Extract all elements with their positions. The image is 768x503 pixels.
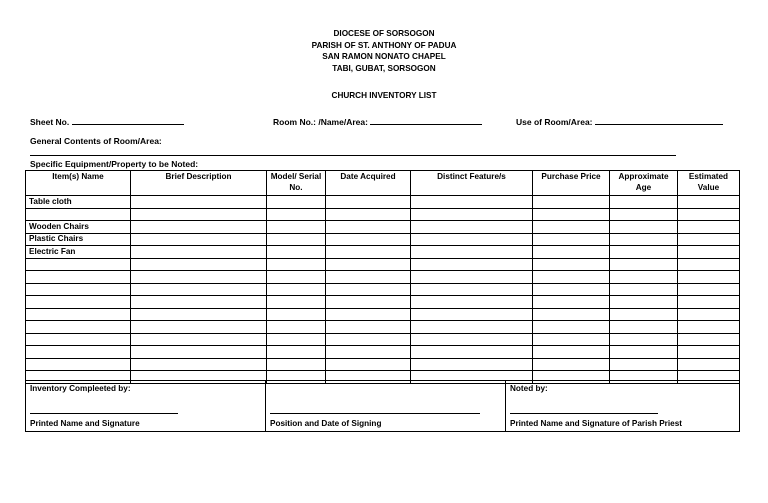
table-cell <box>533 321 610 334</box>
table-cell <box>131 208 267 221</box>
table-cell <box>411 296 533 309</box>
header-line-location: TABI, GUBAT, SORSOGON <box>332 63 436 73</box>
table-row <box>26 208 740 221</box>
table-cell <box>533 233 610 246</box>
room-no-field <box>273 115 482 127</box>
table-row <box>26 258 740 271</box>
table-cell <box>411 221 533 234</box>
table-cell <box>326 321 411 334</box>
table-cell <box>267 346 326 359</box>
table-cell <box>610 246 678 259</box>
item-name-cell <box>26 358 131 371</box>
table-cell <box>131 271 267 284</box>
table-cell <box>267 333 326 346</box>
table-cell <box>131 221 267 234</box>
table-cell <box>678 221 740 234</box>
table-cell <box>131 233 267 246</box>
table-cell <box>131 258 267 271</box>
table-cell <box>411 333 533 346</box>
table-cell <box>326 283 411 296</box>
table-cell <box>533 258 610 271</box>
table-cell <box>533 283 610 296</box>
signature-block <box>25 380 740 432</box>
table-cell <box>326 358 411 371</box>
table-row <box>26 196 740 209</box>
table-cell <box>131 358 267 371</box>
table-cell <box>131 196 267 209</box>
item-name-cell: Table cloth <box>26 196 131 209</box>
table-cell <box>678 333 740 346</box>
table-cell <box>411 258 533 271</box>
table-cell <box>610 283 678 296</box>
table-cell <box>267 358 326 371</box>
table-cell <box>411 321 533 334</box>
table-cell <box>267 221 326 234</box>
table-cell <box>533 333 610 346</box>
header-line-chapel: SAN RAMON NONATO CHAPEL <box>322 52 446 62</box>
col-header-date-acquired: Date Acquired <box>326 171 411 196</box>
table-cell <box>131 296 267 309</box>
table-header-row <box>26 171 740 196</box>
col-header-brief-description: Brief Description <box>131 171 267 196</box>
room-no-label: Room No.: /Name/Area: <box>273 117 368 127</box>
use-of-room-blank <box>595 115 723 125</box>
table-cell <box>678 258 740 271</box>
table-cell <box>610 233 678 246</box>
table-cell <box>411 358 533 371</box>
table-cell <box>131 283 267 296</box>
table-cell <box>131 321 267 334</box>
table-cell <box>678 308 740 321</box>
table-cell <box>610 221 678 234</box>
table-cell <box>411 196 533 209</box>
item-name-cell <box>26 346 131 359</box>
table-cell <box>678 233 740 246</box>
table-row <box>26 358 740 371</box>
general-contents-label: General Contents of Room/Area: <box>30 136 162 146</box>
table-cell <box>267 296 326 309</box>
completed-by-signature-line <box>30 412 178 414</box>
table-cell <box>533 196 610 209</box>
specific-equipment-label: Specific Equipment/Property to be Noted: <box>30 159 199 169</box>
position-date-line <box>270 412 480 414</box>
table-cell <box>326 333 411 346</box>
completed-by-cell <box>26 381 266 432</box>
table-cell <box>131 308 267 321</box>
item-name-cell <box>26 296 131 309</box>
table-row <box>26 321 740 334</box>
table-row <box>26 246 740 259</box>
table-cell <box>678 208 740 221</box>
parish-priest-label: Printed Name and Signature of Parish Priest <box>510 419 682 428</box>
table-cell <box>267 258 326 271</box>
position-date-label: Position and Date of Signing <box>270 419 382 428</box>
col-header-item-name: Item(s) Name <box>26 171 131 196</box>
table-cell <box>131 246 267 259</box>
table-cell <box>267 233 326 246</box>
col-header-distinct-features: Distinct Feature/s <box>411 171 533 196</box>
table-cell <box>267 246 326 259</box>
item-name-cell <box>26 283 131 296</box>
table-cell <box>326 271 411 284</box>
header-line-diocese: DIOCESE OF SORSOGON <box>333 29 435 38</box>
table-cell <box>610 196 678 209</box>
table-cell <box>326 246 411 259</box>
printed-name-label: Printed Name and Signature <box>30 419 140 428</box>
table-cell <box>610 296 678 309</box>
item-name-cell <box>26 333 131 346</box>
table-row <box>26 221 740 234</box>
table-cell <box>678 321 740 334</box>
table-cell <box>267 308 326 321</box>
table-cell <box>267 271 326 284</box>
sheet-no-field <box>30 115 184 127</box>
table-cell <box>411 271 533 284</box>
col-header-purchase-price: Purchase Price <box>533 171 610 196</box>
noted-by-cell <box>506 381 740 432</box>
table-cell <box>533 358 610 371</box>
table-cell <box>678 271 740 284</box>
table-cell <box>533 221 610 234</box>
table-cell <box>610 321 678 334</box>
table-cell <box>610 208 678 221</box>
table-row <box>26 271 740 284</box>
item-name-cell <box>26 308 131 321</box>
table-cell <box>610 346 678 359</box>
table-cell <box>411 208 533 221</box>
table-cell <box>610 258 678 271</box>
table-row <box>26 308 740 321</box>
table-cell <box>533 208 610 221</box>
table-cell <box>678 283 740 296</box>
table-cell <box>326 346 411 359</box>
header-line-parish: PARISH OF ST. ANTHONY OF PADUA <box>311 40 457 50</box>
document-title: CHURCH INVENTORY LIST <box>331 91 437 100</box>
table-cell <box>131 346 267 359</box>
col-header-approximate-age: Approximate Age <box>610 171 678 196</box>
sheet-no-label: Sheet No. <box>30 117 70 127</box>
table-cell <box>610 358 678 371</box>
table-cell <box>678 196 740 209</box>
table-cell <box>533 308 610 321</box>
table-cell <box>678 358 740 371</box>
table-cell <box>326 208 411 221</box>
table-cell <box>533 246 610 259</box>
table-cell <box>267 283 326 296</box>
item-name-cell <box>26 258 131 271</box>
inventory-table <box>25 170 740 384</box>
sheet-no-blank <box>72 115 184 125</box>
table-cell <box>267 196 326 209</box>
table-cell <box>610 271 678 284</box>
table-cell <box>533 296 610 309</box>
table-cell <box>326 233 411 246</box>
document-header <box>0 28 768 74</box>
use-of-room-field <box>516 115 723 127</box>
table-row <box>26 346 740 359</box>
table-cell <box>326 308 411 321</box>
table-cell <box>411 346 533 359</box>
noted-by-signature-line <box>510 412 658 414</box>
item-name-cell: Wooden Chairs <box>26 221 131 234</box>
table-cell <box>326 258 411 271</box>
table-cell <box>678 246 740 259</box>
completed-by-label: Inventory Compleeted by: <box>30 384 131 393</box>
item-name-cell <box>26 208 131 221</box>
table-cell <box>533 346 610 359</box>
room-no-blank <box>370 115 482 125</box>
table-cell <box>326 296 411 309</box>
table-cell <box>533 271 610 284</box>
table-cell <box>411 283 533 296</box>
item-name-cell: Plastic Chairs <box>26 233 131 246</box>
table-row <box>26 333 740 346</box>
noted-by-label: Noted by: <box>510 384 548 393</box>
inventory-table-body <box>26 196 740 384</box>
table-cell <box>678 346 740 359</box>
col-header-estimated-value: Estimated Value <box>678 171 740 196</box>
table-row <box>26 283 740 296</box>
table-cell <box>678 296 740 309</box>
table-cell <box>610 333 678 346</box>
use-of-room-label: Use of Room/Area: <box>516 117 593 127</box>
table-cell <box>267 208 326 221</box>
table-cell <box>610 308 678 321</box>
table-cell <box>411 233 533 246</box>
table-cell <box>411 246 533 259</box>
item-name-cell <box>26 271 131 284</box>
table-cell <box>131 333 267 346</box>
table-cell <box>326 221 411 234</box>
position-date-cell <box>266 381 506 432</box>
item-name-cell <box>26 321 131 334</box>
general-contents-blank <box>30 155 676 156</box>
table-cell <box>411 308 533 321</box>
table-cell <box>326 196 411 209</box>
table-row <box>26 296 740 309</box>
table-row <box>26 233 740 246</box>
table-cell <box>267 321 326 334</box>
item-name-cell: Electric Fan <box>26 246 131 259</box>
col-header-model-serial: Model/ Serial No. <box>267 171 326 196</box>
